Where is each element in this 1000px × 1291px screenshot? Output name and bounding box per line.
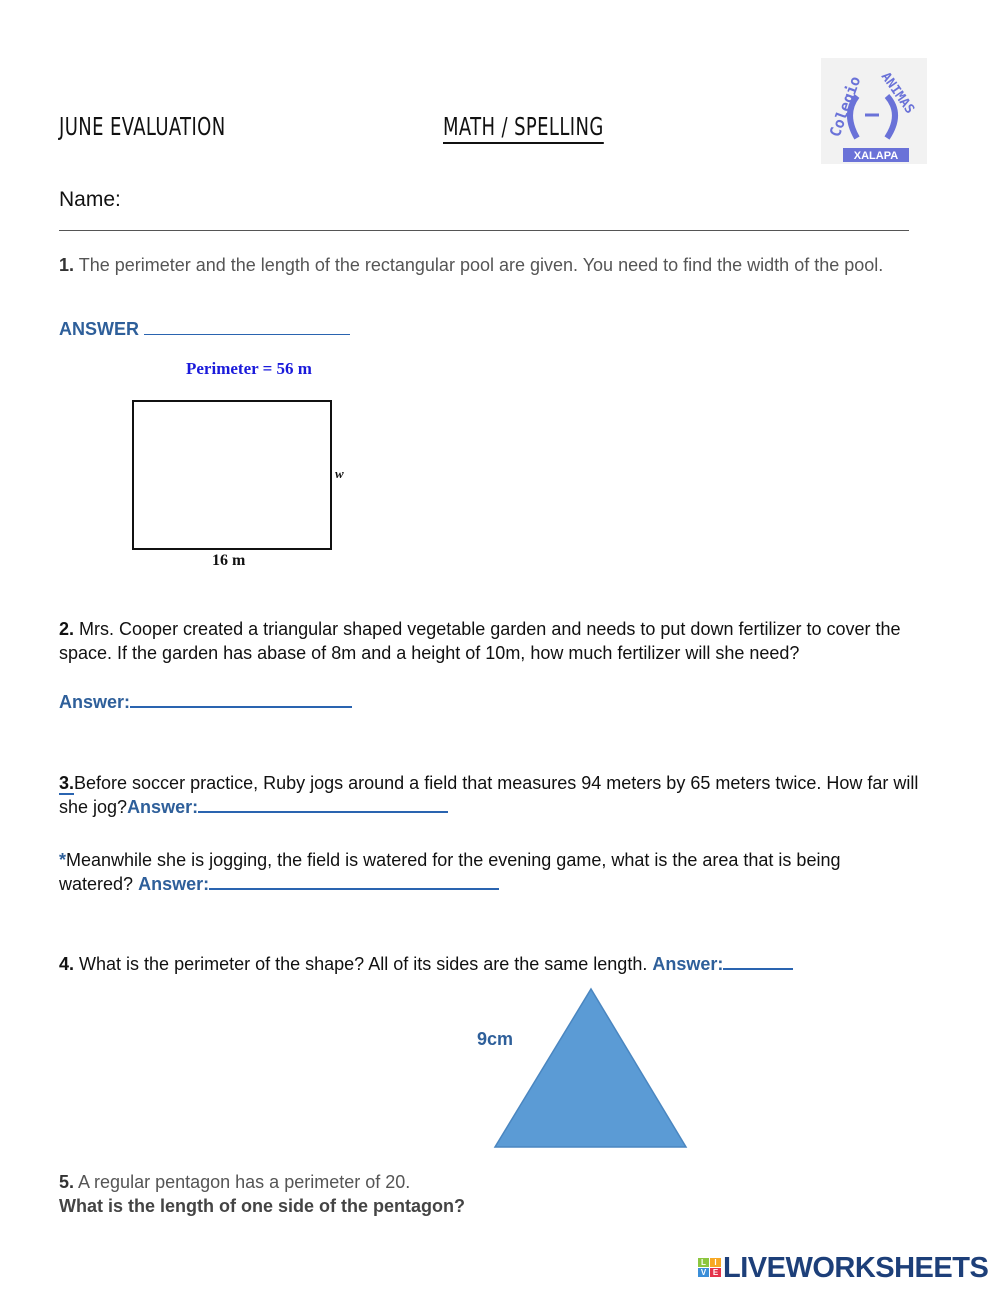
logo-text-animas: ANIMAS: [877, 69, 917, 117]
pool-rectangle: [132, 400, 332, 550]
answer-label: Answer:: [652, 954, 724, 974]
length-label: 16 m: [212, 552, 246, 569]
answer-3b-field[interactable]: [209, 874, 499, 890]
name-field-line[interactable]: [59, 230, 909, 231]
answer-4-field[interactable]: [723, 954, 793, 970]
answer-label: Answer:: [59, 692, 131, 712]
badge-letter: E: [710, 1268, 721, 1277]
answer-1: [59, 319, 350, 340]
answer-2: [59, 692, 352, 713]
perimeter-label: Perimeter = 56 m: [186, 359, 312, 378]
question-3-followup: [59, 848, 919, 896]
answer-3-field[interactable]: [198, 797, 448, 813]
side-label: 9cm: [477, 1029, 514, 1049]
live-badge-icon: [698, 1258, 721, 1277]
answer-2-field[interactable]: [130, 692, 352, 708]
question-number: 4.: [59, 954, 75, 974]
school-logo: [821, 58, 927, 164]
question-1: [59, 253, 919, 277]
equilateral-triangle: [490, 985, 690, 1153]
question-text: A regular pentagon has a perimeter of 20.: [78, 1172, 411, 1192]
question-number: 2.: [59, 619, 75, 639]
subject-title: MATH / SPELLING: [443, 112, 604, 144]
badge-letter: L: [698, 1258, 709, 1267]
liveworksheets-brand[interactable]: LIVEWORKSHEETS: [723, 1252, 989, 1284]
answer-label: ANSWER: [59, 319, 139, 339]
name-label: Name:: [59, 188, 121, 211]
question-3: [59, 771, 919, 819]
star-marker: *: [59, 850, 67, 870]
logo-text-colegio: Colegio: [825, 73, 865, 140]
question-5-prompt: What is the length of one side of the pentagon?: [59, 1196, 465, 1216]
answer-1-field[interactable]: [144, 320, 350, 335]
question-number: 5.: [59, 1172, 75, 1192]
logo-text-xalapa: XALAPA: [853, 150, 899, 162]
width-label: w: [335, 466, 344, 481]
badge-letter: V: [698, 1268, 709, 1277]
question-text: What is the perimeter of the shape? All of its sides are the same length.: [79, 954, 648, 974]
badge-letter: I: [710, 1258, 721, 1267]
question-4: [59, 952, 919, 976]
question-text: Mrs. Cooper created a triangular shaped vegetable garden and needs to put down fertilizer to cover the space. If the garden has abase of 8m and a height of 10m, how much fertilizer will she need?: [59, 619, 901, 663]
answer-label: Answer:: [127, 797, 199, 817]
question-number: 3.: [59, 773, 75, 793]
answer-label: Answer:: [138, 874, 210, 894]
question-5: [59, 1170, 919, 1194]
question-text: The perimeter and the length of the rectangular pool are given. You need to find the width of the pool.: [78, 255, 884, 275]
question-2: [59, 617, 919, 665]
worksheet-title: JUNE EVALUATION: [59, 112, 226, 141]
question-text: Before soccer practice, Ruby jogs around a field that measures 94 meters by 65 meters twice. How far will she jog?: [59, 773, 919, 817]
question-text: Meanwhile she is jogging, the field is watered for the evening game, what is the area that is being watered?: [59, 850, 841, 894]
question-number: 1.: [59, 255, 75, 275]
